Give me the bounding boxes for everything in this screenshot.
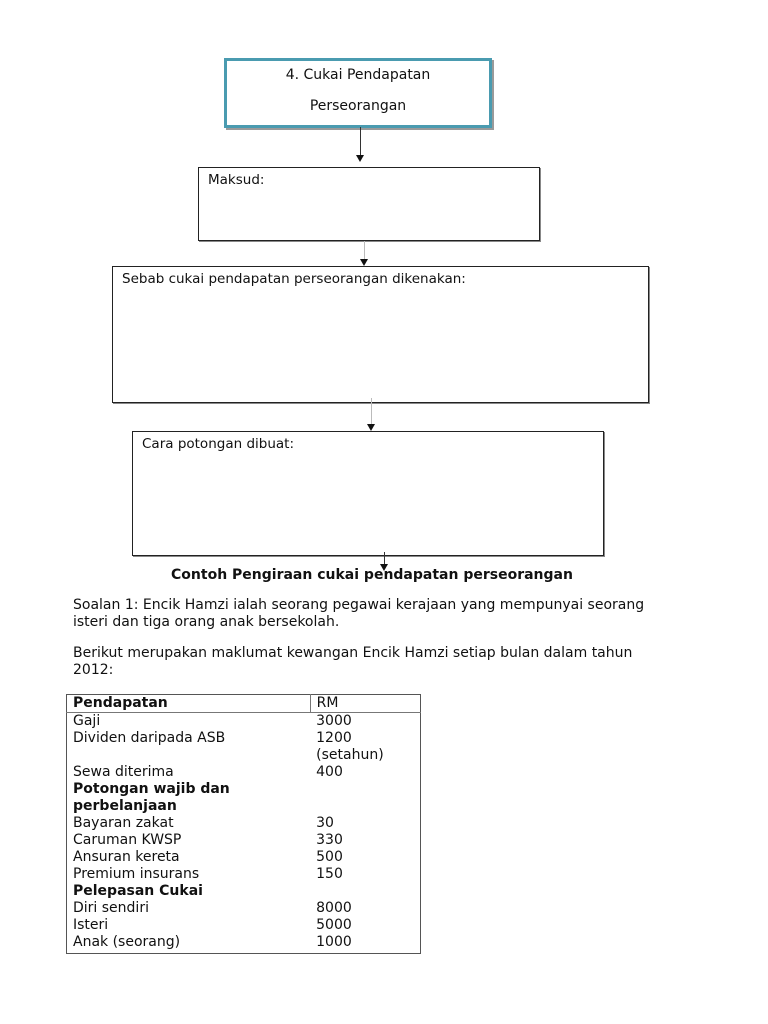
table-row: [67, 713, 421, 731]
table-header-unit: RM: [310, 695, 420, 713]
title-line-1: 4. Cukai Pendapatan: [285, 67, 431, 83]
table-row: [67, 934, 421, 954]
title-line-2: Perseorangan: [309, 98, 407, 114]
table-row: [67, 900, 421, 917]
table-row: [67, 815, 421, 832]
table-header-label: Pendapatan: [67, 695, 311, 713]
table-row: [67, 832, 421, 849]
row-value: 30: [316, 815, 334, 831]
row-label: Premium insurans: [73, 866, 200, 882]
section-label: Pelepasan Cukai: [73, 883, 203, 899]
row-value: 1200 (setahun): [316, 730, 384, 763]
row-value: [310, 781, 420, 815]
arrow-head-3: [367, 424, 375, 431]
table-row: [67, 866, 421, 883]
maksud-box: [198, 167, 540, 241]
arrow-line-1: [360, 127, 361, 156]
cara-box: [132, 431, 604, 556]
table-row: [67, 917, 421, 934]
row-label: Ansuran kereta: [73, 849, 180, 865]
intro-text: Berikut merupakan maklumat kewangan Encik Hamzi setiap bulan dalam tahun 2012:: [73, 645, 633, 678]
row-label: Diri sendiri: [73, 900, 149, 916]
table-header-row: [67, 695, 421, 713]
sebab-box: [112, 266, 649, 403]
section-label: Potongan wajib dan perbelanjaan: [73, 781, 230, 814]
cara-label: Cara potongan dibuat:: [142, 436, 295, 452]
row-value: 8000: [316, 900, 352, 916]
row-label: Gaji: [73, 713, 101, 729]
row-value: 400: [316, 764, 343, 780]
table-row: [67, 764, 421, 781]
row-value: 3000: [316, 713, 352, 729]
question-text: Soalan 1: Encik Hamzi ialah seorang pegawai kerajaan yang mempunyai seorang isteri dan tiga orang anak bersekolah.: [73, 597, 645, 630]
table-section-row: [67, 883, 421, 900]
row-value: 330: [316, 832, 343, 848]
row-label: Isteri: [73, 917, 109, 933]
title-box: [224, 58, 492, 128]
row-value: 1000: [316, 934, 352, 950]
row-label: Bayaran zakat: [73, 815, 174, 831]
row-value: 150: [316, 866, 343, 882]
arrow-line-2: [364, 241, 365, 259]
row-label: Sewa diterima: [73, 764, 174, 780]
financial-table: [66, 694, 421, 954]
arrow-head-1: [356, 155, 364, 162]
row-label: Anak (seorang): [73, 934, 181, 950]
row-value: 5000: [316, 917, 352, 933]
table-row: [67, 730, 421, 764]
row-label: Caruman KWSP: [73, 832, 182, 848]
sebab-label: Sebab cukai pendapatan perseorangan dikenakan:: [122, 271, 466, 287]
table-section-row: [67, 781, 421, 815]
row-value: 500: [316, 849, 343, 865]
arrow-line-3: [371, 398, 372, 424]
arrow-head-2: [360, 259, 368, 266]
table-row: [67, 849, 421, 866]
row-value: [310, 883, 420, 900]
maksud-label: Maksud:: [208, 172, 265, 188]
example-heading: Contoh Pengiraan cukai pendapatan perseorangan: [171, 567, 573, 583]
row-label: Dividen daripada ASB: [73, 730, 226, 746]
